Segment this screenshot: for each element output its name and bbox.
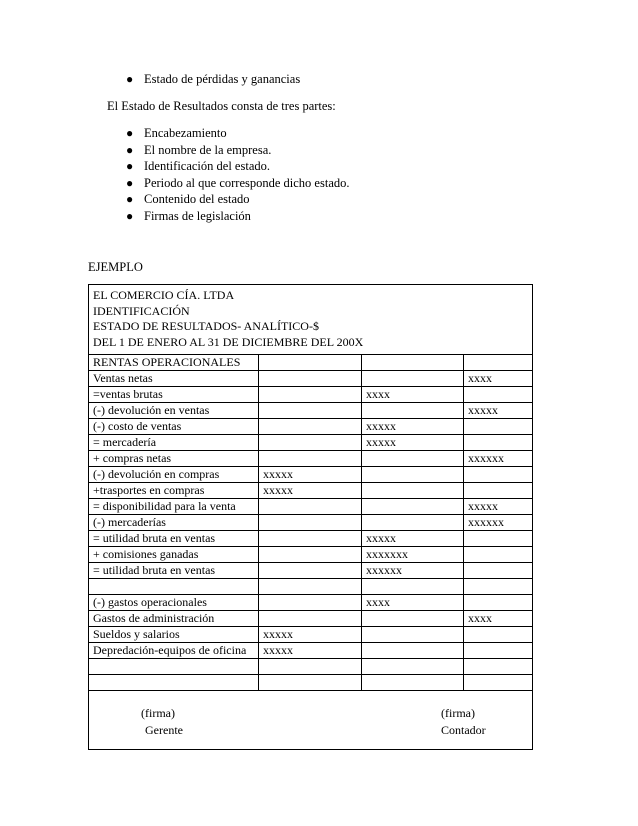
signature-cell bbox=[89, 691, 533, 750]
table-row bbox=[89, 563, 533, 579]
account-cell: = mercadería bbox=[89, 435, 259, 451]
table-row bbox=[89, 403, 533, 419]
account-cell bbox=[89, 675, 259, 691]
amount-cell bbox=[464, 659, 533, 675]
amount-cell bbox=[259, 579, 362, 595]
amount-cell bbox=[259, 515, 362, 531]
amount-cell bbox=[259, 595, 362, 611]
amount-cell bbox=[259, 355, 362, 371]
list-item bbox=[124, 71, 300, 88]
amount-cell: xxxxxx bbox=[464, 451, 533, 467]
amount-cell: xxxx bbox=[464, 371, 533, 387]
bullet-icon: ● bbox=[126, 142, 134, 157]
amount-cell bbox=[259, 403, 362, 419]
amount-cell bbox=[464, 579, 533, 595]
table-row bbox=[89, 387, 533, 403]
account-cell: (-) devolución en ventas bbox=[89, 403, 259, 419]
account-cell: Gastos de administración bbox=[89, 611, 259, 627]
amount-cell bbox=[464, 483, 533, 499]
table-row bbox=[89, 515, 533, 531]
amount-cell bbox=[362, 371, 464, 387]
bullet-icon: ● bbox=[126, 72, 134, 86]
amount-cell bbox=[464, 595, 533, 611]
bullet-text: Encabezamiento bbox=[144, 126, 227, 140]
list-item bbox=[124, 191, 350, 208]
amount-cell bbox=[259, 499, 362, 515]
amount-cell bbox=[259, 451, 362, 467]
account-cell: = disponibilidad para la venta bbox=[89, 499, 259, 515]
table-row bbox=[89, 371, 533, 387]
signature-row bbox=[89, 691, 533, 750]
amount-cell bbox=[464, 563, 533, 579]
account-cell: Ventas netas bbox=[89, 371, 259, 387]
table-header-row bbox=[89, 285, 533, 355]
example-heading: EJEMPLO bbox=[88, 260, 143, 274]
table-row bbox=[89, 499, 533, 515]
bullet-icon: ● bbox=[126, 175, 134, 190]
amount-cell bbox=[259, 371, 362, 387]
accountant-signature bbox=[441, 705, 486, 739]
amount-cell bbox=[464, 435, 533, 451]
amount-cell bbox=[259, 659, 362, 675]
amount-cell: xxxxx bbox=[464, 499, 533, 515]
amount-cell: xxxxx bbox=[362, 419, 464, 435]
account-cell: (-) mercaderías bbox=[89, 515, 259, 531]
account-cell: = utilidad bruta en ventas bbox=[89, 563, 259, 579]
account-cell: = utilidad bruta en ventas bbox=[89, 531, 259, 547]
amount-cell bbox=[259, 611, 362, 627]
account-cell: +trasportes en compras bbox=[89, 483, 259, 499]
account-cell: RENTAS OPERACIONALES bbox=[89, 355, 259, 371]
bullet-text: El nombre de la empresa. bbox=[144, 142, 272, 157]
amount-cell: xxxxxx bbox=[464, 515, 533, 531]
amount-cell bbox=[362, 355, 464, 371]
bullet-text: Estado de pérdidas y ganancias bbox=[144, 72, 301, 86]
signature-role: Gerente bbox=[145, 723, 183, 737]
amount-cell bbox=[259, 563, 362, 579]
amount-cell: xxxxx bbox=[259, 627, 362, 643]
amount-cell bbox=[259, 675, 362, 691]
amount-cell: xxxxx bbox=[259, 483, 362, 499]
table-row bbox=[89, 643, 533, 659]
amount-cell: xxxx bbox=[464, 611, 533, 627]
amount-cell bbox=[362, 627, 464, 643]
list-item bbox=[124, 142, 350, 159]
amount-cell bbox=[464, 467, 533, 483]
amount-cell bbox=[464, 675, 533, 691]
table-row bbox=[89, 451, 533, 467]
amount-cell bbox=[362, 403, 464, 419]
amount-cell: xxxxx bbox=[259, 467, 362, 483]
account-cell: + compras netas bbox=[89, 451, 259, 467]
table-row bbox=[89, 419, 533, 435]
table-row bbox=[89, 611, 533, 627]
list-item bbox=[124, 208, 350, 225]
bullet-icon: ● bbox=[126, 192, 134, 207]
account-cell: =ventas brutas bbox=[89, 387, 259, 403]
intro-bullet-list bbox=[124, 71, 300, 88]
amount-cell bbox=[464, 419, 533, 435]
bullet-text: Identificación del estado. bbox=[144, 159, 270, 174]
income-statement-table bbox=[88, 284, 533, 750]
table-row bbox=[89, 675, 533, 691]
signature-line: (firma) bbox=[141, 706, 175, 720]
amount-cell bbox=[464, 387, 533, 403]
amount-cell bbox=[464, 355, 533, 371]
amount-cell bbox=[259, 387, 362, 403]
signature-line: (firma) bbox=[441, 706, 475, 720]
amount-cell: xxxx bbox=[362, 387, 464, 403]
amount-cell bbox=[362, 675, 464, 691]
list-item bbox=[124, 175, 350, 192]
amount-cell bbox=[464, 627, 533, 643]
account-cell: (-) devolución en compras bbox=[89, 467, 259, 483]
statement-title: ESTADO DE RESULTADOS- ANALÍTICO-$ bbox=[93, 319, 319, 333]
amount-cell: xxxxx bbox=[464, 403, 533, 419]
signature-role: Contador bbox=[441, 723, 486, 737]
account-cell: (-) gastos operacionales bbox=[89, 595, 259, 611]
parts-intro-paragraph: El Estado de Resultados consta de tres partes: bbox=[107, 99, 336, 113]
table-row bbox=[89, 579, 533, 595]
account-cell: + comisiones ganadas bbox=[89, 547, 259, 563]
bullet-text: Firmas de legislación bbox=[144, 208, 251, 223]
table-row bbox=[89, 659, 533, 675]
table-row bbox=[89, 547, 533, 563]
amount-cell bbox=[362, 515, 464, 531]
company-name: EL COMERCIO CÍA. LTDA bbox=[93, 288, 235, 302]
amount-cell bbox=[259, 419, 362, 435]
table-row bbox=[89, 595, 533, 611]
amount-cell: xxxxx bbox=[259, 643, 362, 659]
list-item bbox=[124, 125, 350, 142]
table-row bbox=[89, 467, 533, 483]
amount-cell bbox=[362, 451, 464, 467]
account-cell: Sueldos y salarios bbox=[89, 627, 259, 643]
amount-cell bbox=[362, 483, 464, 499]
amount-cell bbox=[464, 643, 533, 659]
bullet-text: Contenido del estado bbox=[144, 192, 250, 207]
amount-cell bbox=[362, 643, 464, 659]
amount-cell bbox=[362, 499, 464, 515]
list-item bbox=[124, 158, 350, 175]
manager-signature bbox=[141, 705, 183, 739]
amount-cell: xxxx bbox=[362, 595, 464, 611]
account-cell: Depredación-equipos de oficina bbox=[89, 643, 259, 659]
table-row bbox=[89, 483, 533, 499]
amount-cell bbox=[464, 547, 533, 563]
table-row bbox=[89, 435, 533, 451]
bullet-icon: ● bbox=[126, 126, 134, 140]
statement-identification: IDENTIFICACIÓN bbox=[93, 303, 190, 318]
table-row bbox=[89, 355, 533, 371]
amount-cell bbox=[259, 531, 362, 547]
table-row bbox=[89, 627, 533, 643]
amount-cell: xxxxx bbox=[362, 531, 464, 547]
statement-header bbox=[89, 285, 533, 355]
account-cell bbox=[89, 659, 259, 675]
bullet-icon: ● bbox=[126, 159, 134, 174]
bullet-text: Periodo al que corresponde dicho estado. bbox=[144, 175, 350, 190]
amount-cell bbox=[362, 659, 464, 675]
amount-cell: xxxxxxx bbox=[362, 547, 464, 563]
parts-list bbox=[124, 125, 350, 225]
account-cell bbox=[89, 579, 259, 595]
amount-cell bbox=[464, 531, 533, 547]
table-row bbox=[89, 531, 533, 547]
amount-cell bbox=[362, 611, 464, 627]
amount-cell: xxxxxx bbox=[362, 563, 464, 579]
account-cell: (-) costo de ventas bbox=[89, 419, 259, 435]
amount-cell: xxxxx bbox=[362, 435, 464, 451]
amount-cell bbox=[362, 579, 464, 595]
statement-period: DEL 1 DE ENERO AL 31 DE DICIEMBRE DEL 200X bbox=[93, 334, 364, 349]
amount-cell bbox=[259, 547, 362, 563]
bullet-icon: ● bbox=[126, 208, 134, 223]
amount-cell bbox=[362, 467, 464, 483]
amount-cell bbox=[259, 435, 362, 451]
